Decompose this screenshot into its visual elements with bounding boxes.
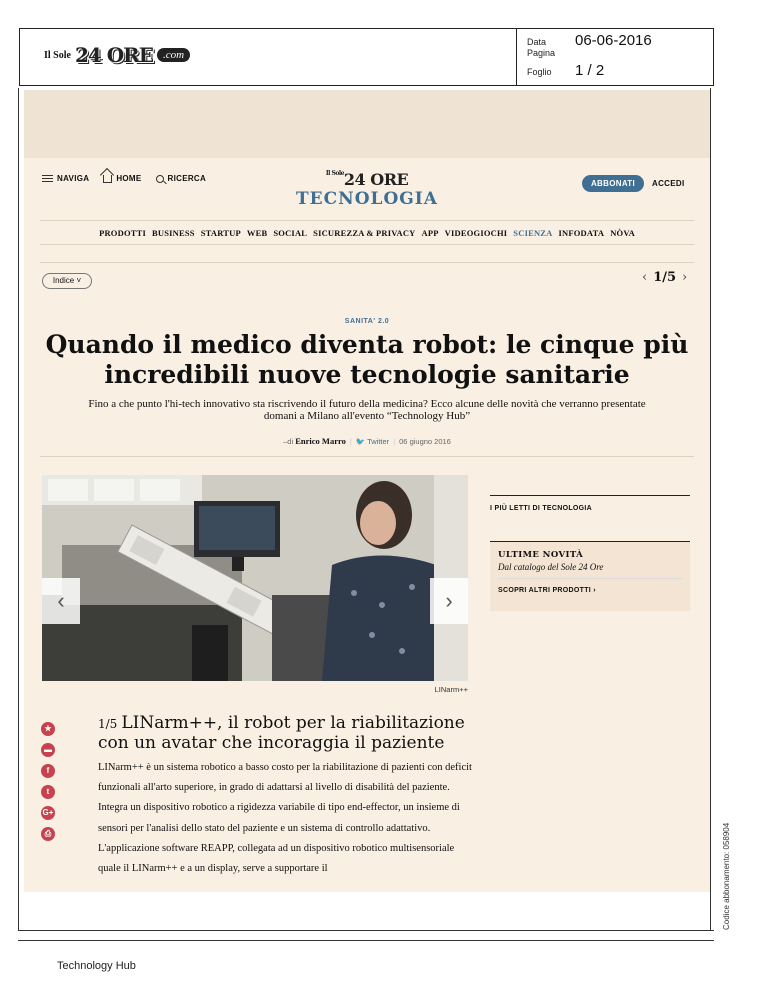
menu-item-web[interactable]: WEB xyxy=(246,228,268,238)
chevron-right-icon: › xyxy=(593,587,596,594)
divider xyxy=(40,220,694,221)
photo-next-arrow[interactable]: › xyxy=(430,578,468,624)
meta-date: 06-06-2016 xyxy=(575,32,652,49)
article-subtitle: Fino a che punto l'hi-tech innovativo sta riscrivendo il futuro della medicina? Ecco alcune delle novità che verranno presentate domani a Milano all'evento “Technology Hub” xyxy=(88,398,646,422)
chevron-down-icon: ˅ xyxy=(76,276,82,285)
web-page-capture xyxy=(24,90,710,892)
right-frame-rule xyxy=(710,88,711,931)
sole24ore-com-logo: Il Sole 24 ORE .com xyxy=(44,43,190,67)
section-title: TECNOLOGIA xyxy=(296,189,438,209)
search-link[interactable]: RICERCA xyxy=(156,174,207,183)
latest-news-box xyxy=(490,541,690,611)
photo-prev-arrow[interactable]: ‹ xyxy=(42,578,80,624)
social-share-bar xyxy=(41,722,55,841)
menu-item-business[interactable]: BUSINESS xyxy=(152,228,195,238)
meta-data-row: Data 06-06-2016 xyxy=(527,32,652,49)
article-body: LINarm++ è un sistema robotico a basso costo per la riabilitazione di pazienti con deficit funzionali all'arto superiore, in grado di adattarsi al livello di disabilità del paziente. Integra un dispositivo robotico a rigidezza variabile di tipo end-effector, un insieme di sensori per l'analisi dello stato del paziente e un sistema di controllo adattativo. L'applicazione software REAPP, collegata ad un dispositivo robotico multisensoriale quale il LINarm++ e a un display, serve a supportare il xyxy=(98,762,472,875)
next-slide-icon[interactable]: › xyxy=(682,270,688,285)
divider xyxy=(40,456,694,457)
source-label: Technology Hub xyxy=(57,960,136,972)
photo-caption: LINarm++ xyxy=(434,685,468,694)
article-photo xyxy=(42,475,468,681)
footer-rule xyxy=(18,930,714,931)
discover-products-link[interactable]: SCOPRI ALTRI PRODOTTI › xyxy=(498,578,682,594)
index-dropdown[interactable]: Indice ˅ xyxy=(42,273,92,289)
menu-item-videogiochi[interactable]: VIDEOGIOCHI xyxy=(444,228,508,238)
author-link[interactable]: Enrico Marro xyxy=(295,436,346,446)
pager-count: 1/5 xyxy=(653,270,677,285)
comment-icon[interactable]: ▬ xyxy=(41,743,55,757)
news-box-subtitle: Dal catalogo del Sole 24 Ore xyxy=(498,562,604,572)
article-kicker[interactable]: SANITA' 2.0 xyxy=(344,318,390,325)
menu-item-social[interactable]: SOCIAL xyxy=(273,228,308,238)
menu-item-scienza[interactable]: SCIENZA xyxy=(513,228,553,238)
divider xyxy=(40,244,694,245)
menu-item-sicurezza-privacy[interactable]: SICUREZZA & PRIVACY xyxy=(313,228,416,238)
menu-item-startup[interactable]: STARTUP xyxy=(200,228,241,238)
twitter-link[interactable]: 🐦 Twitter xyxy=(355,437,390,446)
news-box-title: ULTIME NOVITÀ xyxy=(498,550,584,560)
prev-slide-icon[interactable]: ‹ xyxy=(642,270,648,285)
subscription-code: Codice abbonamento: 058904 xyxy=(722,822,731,930)
article-byline: –di Enrico Marro | 🐦 Twitter | 06 giugno 2016 xyxy=(283,436,451,446)
slide-title: 1/5 LINarm++, il robot per la riabilitazione con un avatar che incoraggia il paziente xyxy=(98,713,465,753)
home-link[interactable]: HOME xyxy=(103,174,141,183)
naviga-menu[interactable]: NAVIGA xyxy=(42,174,89,183)
brand-logo: $^{Il Sole}$24 ORE xyxy=(325,170,409,189)
article-date: 06 giugno 2016 xyxy=(399,437,451,446)
left-frame-rule xyxy=(18,88,19,931)
meta-pagina-row: Pagina xyxy=(527,48,556,58)
subscribe-button[interactable]: ABBONATI xyxy=(582,175,644,192)
menu-item-app[interactable]: APP xyxy=(421,228,439,238)
footer-rule xyxy=(18,940,714,941)
clipping-header xyxy=(19,28,714,86)
ad-banner-area xyxy=(24,90,710,158)
menu-item-prodotti[interactable]: PRODOTTI xyxy=(99,228,147,238)
meta-foglio: 1 / 2 xyxy=(575,62,605,79)
twitter-icon: 🐦 xyxy=(355,437,366,446)
menu-item-infodata[interactable]: INFODATA xyxy=(558,228,605,238)
article-title: Quando il medico diventa robot: le cinque più incredibili nuove tecnologie sanitarie xyxy=(45,330,689,389)
clipping-meta xyxy=(516,28,715,86)
divider xyxy=(40,262,694,263)
lab-robot-photo xyxy=(42,475,468,681)
facebook-icon[interactable]: f xyxy=(41,764,55,778)
login-link[interactable]: ACCEDI xyxy=(652,179,685,188)
meta-foglio-row: Foglio 1 / 2 xyxy=(527,62,605,79)
star-icon[interactable]: ★ xyxy=(41,722,55,736)
print-icon[interactable]: ⎙ xyxy=(41,827,55,841)
google-plus-icon[interactable]: G+ xyxy=(41,806,55,820)
twitter-icon[interactable]: t xyxy=(41,785,55,799)
menu-item-n-va[interactable]: NÒVA xyxy=(610,228,635,238)
slide-pager xyxy=(642,270,687,285)
category-menu xyxy=(24,228,710,238)
most-read-box[interactable]: I PIÙ LETTI DI TECNOLOGIA xyxy=(490,495,690,512)
